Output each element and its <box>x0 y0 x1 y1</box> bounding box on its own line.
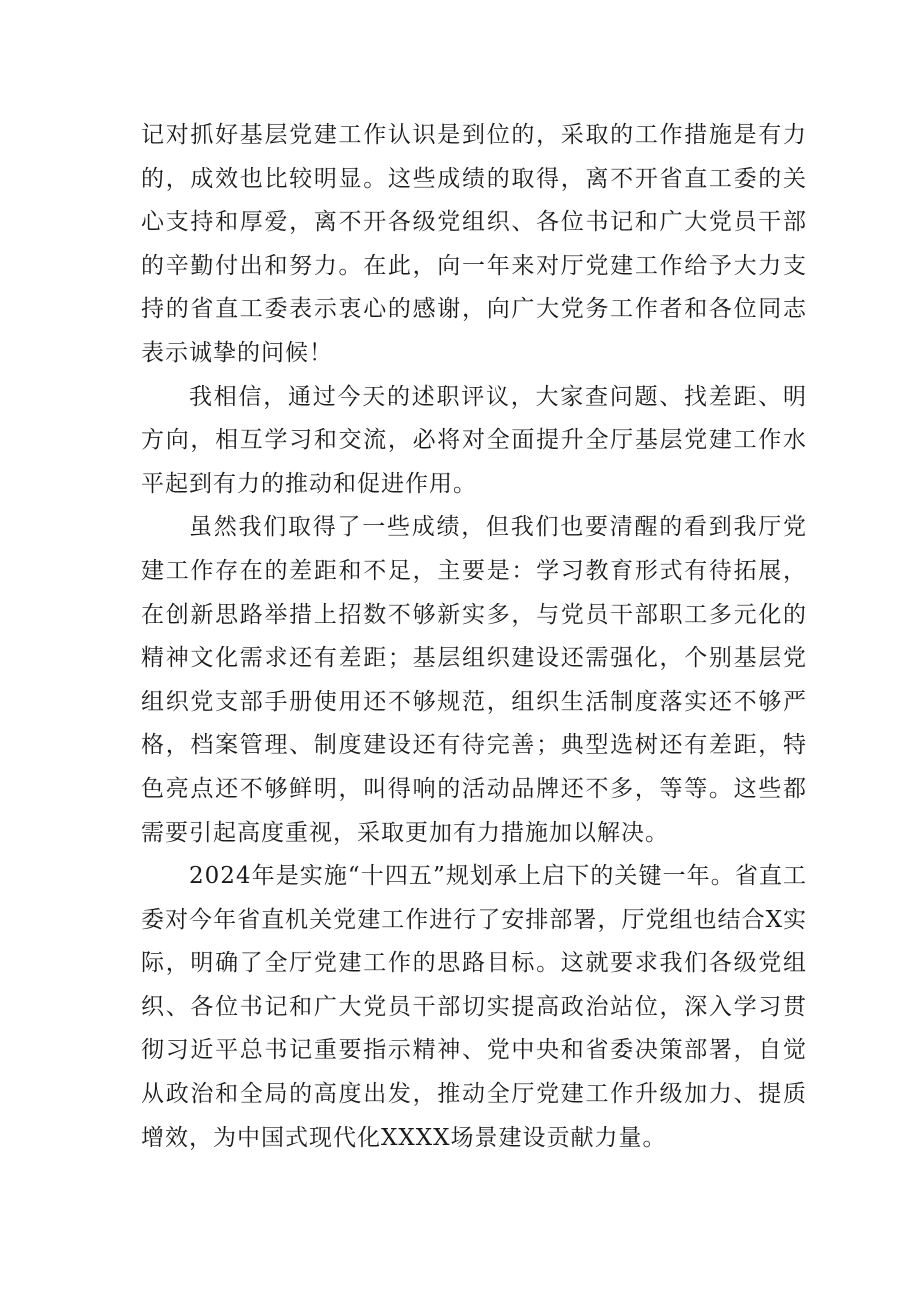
paragraph-self-review: 我相信，通过今天的述职评议，大家查问题、找差距、明方向，相互学习和交流，必将对全面提升全厅基层党建工作水平起到有力的推动和促进作用。 <box>141 383 807 497</box>
paragraph-shortcomings: 虽然我们取得了一些成绩，但我们也要清醒的看到我厅党建工作存在的差距和不足，主要是：学习教育形式有待拓展，在创新思路举措上招数不够新实多，与党员干部职工多元化的精神文化需求还有差距；基层组织建设还需强化，个别基层党组织党支部手册使用还不够规范，组织生活制度落实还不够严格，档案管理、制度建设还有待完善；典型选树还有差距，特色亮点还不够鲜明，叫得响的活动品牌还不多，等等。这些都需要引起高度重视，采取更加有力措施加以解决。 <box>141 514 807 846</box>
document-body <box>141 114 807 1160</box>
paragraph-continuation: 记对抓好基层党建工作认识是到位的，采取的工作措施是有力的，成效也比较明显。这些成绩的取得，离不开省直工委的关心支持和厚爱，离不开各级党组织、各位书记和广大党员干部的辛勤付出和努力。在此，向一年来对厅党建工作给予大力支持的省直工委表示衷心的感谢，向广大党务工作者和各位同志表示诚挚的问候！ <box>141 122 807 366</box>
paragraph-outlook-2024: 2024年是实施“十四五”规划承上启下的关键一年。省直工委对今年省直机关党建工作进行了安排部署，厅党组也结合X实际，明确了全厅党建工作的思路目标。这就要求我们各级党组织、各位书记和广大党员干部切实提高政治站位，深入学习贯彻习近平总书记重要指示精神、党中央和省委决策部署，自觉从政治和全局的高度出发，推动全厅党建工作升级加力、提质增效，为中国式现代化XXXX场景建设贡献力量。 <box>141 863 807 1151</box>
